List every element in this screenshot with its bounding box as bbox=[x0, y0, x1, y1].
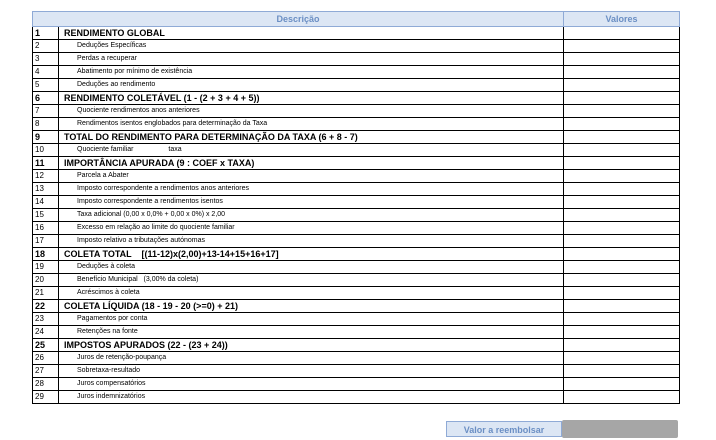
table-row bbox=[33, 66, 680, 79]
row-description: Retenções na fonte bbox=[59, 326, 564, 339]
row-value bbox=[564, 183, 680, 196]
row-value bbox=[564, 118, 680, 131]
row-number: 23 bbox=[33, 313, 59, 326]
row-value bbox=[564, 27, 680, 40]
row-value bbox=[564, 274, 680, 287]
table-row bbox=[33, 378, 680, 391]
table-row bbox=[33, 144, 680, 157]
refund-value-field bbox=[562, 420, 678, 438]
row-number: 25 bbox=[33, 339, 59, 352]
table-row bbox=[33, 261, 680, 274]
row-description: RENDIMENTO GLOBAL bbox=[59, 27, 564, 40]
row-description: IMPOSTOS APURADOS (22 - (23 + 24)) bbox=[59, 339, 564, 352]
row-description: TOTAL DO RENDIMENTO PARA DETERMINAÇÃO DA TAXA (6 + 8 - 7) bbox=[59, 131, 564, 144]
row-number: 3 bbox=[33, 53, 59, 66]
row-value bbox=[564, 131, 680, 144]
row-value bbox=[564, 196, 680, 209]
row-number: 6 bbox=[33, 92, 59, 105]
row-value bbox=[564, 92, 680, 105]
row-number: 21 bbox=[33, 287, 59, 300]
table-row bbox=[33, 313, 680, 326]
row-value bbox=[564, 157, 680, 170]
row-value bbox=[564, 391, 680, 404]
row-number: 9 bbox=[33, 131, 59, 144]
refund-footer bbox=[446, 420, 678, 438]
row-description: Quociente rendimentos anos anteriores bbox=[59, 105, 564, 118]
row-value bbox=[564, 40, 680, 53]
row-number: 19 bbox=[33, 261, 59, 274]
row-description: Perdas a recuperar bbox=[59, 53, 564, 66]
row-description: Sobretaxa-resultado bbox=[59, 365, 564, 378]
table-row bbox=[33, 157, 680, 170]
row-number: 7 bbox=[33, 105, 59, 118]
table-row bbox=[33, 40, 680, 53]
tax-calculation-table bbox=[32, 11, 680, 404]
row-description: Juros de retenção-poupança bbox=[59, 352, 564, 365]
row-value bbox=[564, 144, 680, 157]
row-description: Excesso em relação ao limite do quociente familiar bbox=[59, 222, 564, 235]
row-description: Imposto correspondente a rendimentos isentos bbox=[59, 196, 564, 209]
row-number: 13 bbox=[33, 183, 59, 196]
row-number: 14 bbox=[33, 196, 59, 209]
row-value bbox=[564, 378, 680, 391]
row-description: Rendimentos isentos englobados para determinação da Taxa bbox=[59, 118, 564, 131]
table-row bbox=[33, 300, 680, 313]
row-value bbox=[564, 365, 680, 378]
table-row bbox=[33, 274, 680, 287]
table-row bbox=[33, 118, 680, 131]
table-row bbox=[33, 235, 680, 248]
row-number: 15 bbox=[33, 209, 59, 222]
row-number: 10 bbox=[33, 144, 59, 157]
row-description: Imposto correspondente a rendimentos anos anteriores bbox=[59, 183, 564, 196]
row-value bbox=[564, 300, 680, 313]
row-number: 11 bbox=[33, 157, 59, 170]
row-description: Imposto relativo a tributações autónomas bbox=[59, 235, 564, 248]
row-description: Acréscimos à coleta bbox=[59, 287, 564, 300]
row-value bbox=[564, 235, 680, 248]
row-value bbox=[564, 339, 680, 352]
row-value bbox=[564, 352, 680, 365]
table-row bbox=[33, 105, 680, 118]
table-row bbox=[33, 92, 680, 105]
row-number: 22 bbox=[33, 300, 59, 313]
row-number: 8 bbox=[33, 118, 59, 131]
table-row bbox=[33, 183, 680, 196]
row-number: 1 bbox=[33, 27, 59, 40]
row-description: COLETA LÍQUIDA (18 - 19 - 20 (>=0) + 21) bbox=[59, 300, 564, 313]
row-value bbox=[564, 105, 680, 118]
row-description: Benefício Municipal (3,00% da coleta) bbox=[59, 274, 564, 287]
table-row bbox=[33, 287, 680, 300]
row-number: 20 bbox=[33, 274, 59, 287]
row-value bbox=[564, 66, 680, 79]
row-number: 29 bbox=[33, 391, 59, 404]
header-descricao: Descrição bbox=[33, 12, 564, 27]
table-row bbox=[33, 326, 680, 339]
row-description: Deduções ao rendimento bbox=[59, 79, 564, 92]
table-row bbox=[33, 196, 680, 209]
table-row bbox=[33, 209, 680, 222]
table-row bbox=[33, 352, 680, 365]
row-value bbox=[564, 326, 680, 339]
row-value bbox=[564, 261, 680, 274]
row-number: 12 bbox=[33, 170, 59, 183]
row-description: COLETA TOTAL [(11-12)x(2,00)+13-14+15+16+17] bbox=[59, 248, 564, 261]
row-number: 18 bbox=[33, 248, 59, 261]
row-value bbox=[564, 209, 680, 222]
row-description: Pagamentos por conta bbox=[59, 313, 564, 326]
row-value bbox=[564, 53, 680, 66]
row-description: Deduções à coleta bbox=[59, 261, 564, 274]
row-description: Deduções Específicas bbox=[59, 40, 564, 53]
row-value bbox=[564, 287, 680, 300]
row-description: Abatimento por mínimo de existência bbox=[59, 66, 564, 79]
table-row bbox=[33, 53, 680, 66]
row-value bbox=[564, 170, 680, 183]
row-number: 28 bbox=[33, 378, 59, 391]
row-description: Quociente familiar taxa bbox=[59, 144, 564, 157]
row-number: 26 bbox=[33, 352, 59, 365]
row-number: 2 bbox=[33, 40, 59, 53]
row-number: 27 bbox=[33, 365, 59, 378]
row-description: Juros compensatórios bbox=[59, 378, 564, 391]
table-row bbox=[33, 365, 680, 378]
table-row bbox=[33, 339, 680, 352]
table-row bbox=[33, 170, 680, 183]
row-description: RENDIMENTO COLETÁVEL (1 - (2 + 3 + 4 + 5)) bbox=[59, 92, 564, 105]
row-description: Taxa adicional (0,00 x 0,0% + 0,00 x 0%) x 2,00 bbox=[59, 209, 564, 222]
table-row bbox=[33, 27, 680, 40]
row-number: 24 bbox=[33, 326, 59, 339]
row-number: 5 bbox=[33, 79, 59, 92]
row-description: Juros indemnizatórios bbox=[59, 391, 564, 404]
refund-label: Valor a reembolsar bbox=[446, 421, 562, 437]
table-row bbox=[33, 222, 680, 235]
row-value bbox=[564, 222, 680, 235]
row-number: 16 bbox=[33, 222, 59, 235]
row-value bbox=[564, 248, 680, 261]
row-description: IMPORTÂNCIA APURADA (9 : COEF x TAXA) bbox=[59, 157, 564, 170]
table-row bbox=[33, 131, 680, 144]
row-number: 17 bbox=[33, 235, 59, 248]
table-row bbox=[33, 248, 680, 261]
header-valores: Valores bbox=[564, 12, 680, 27]
row-value bbox=[564, 313, 680, 326]
row-value bbox=[564, 79, 680, 92]
table-header-row bbox=[33, 12, 680, 27]
row-number: 4 bbox=[33, 66, 59, 79]
table-row bbox=[33, 391, 680, 404]
row-description: Parcela a Abater bbox=[59, 170, 564, 183]
table-row bbox=[33, 79, 680, 92]
